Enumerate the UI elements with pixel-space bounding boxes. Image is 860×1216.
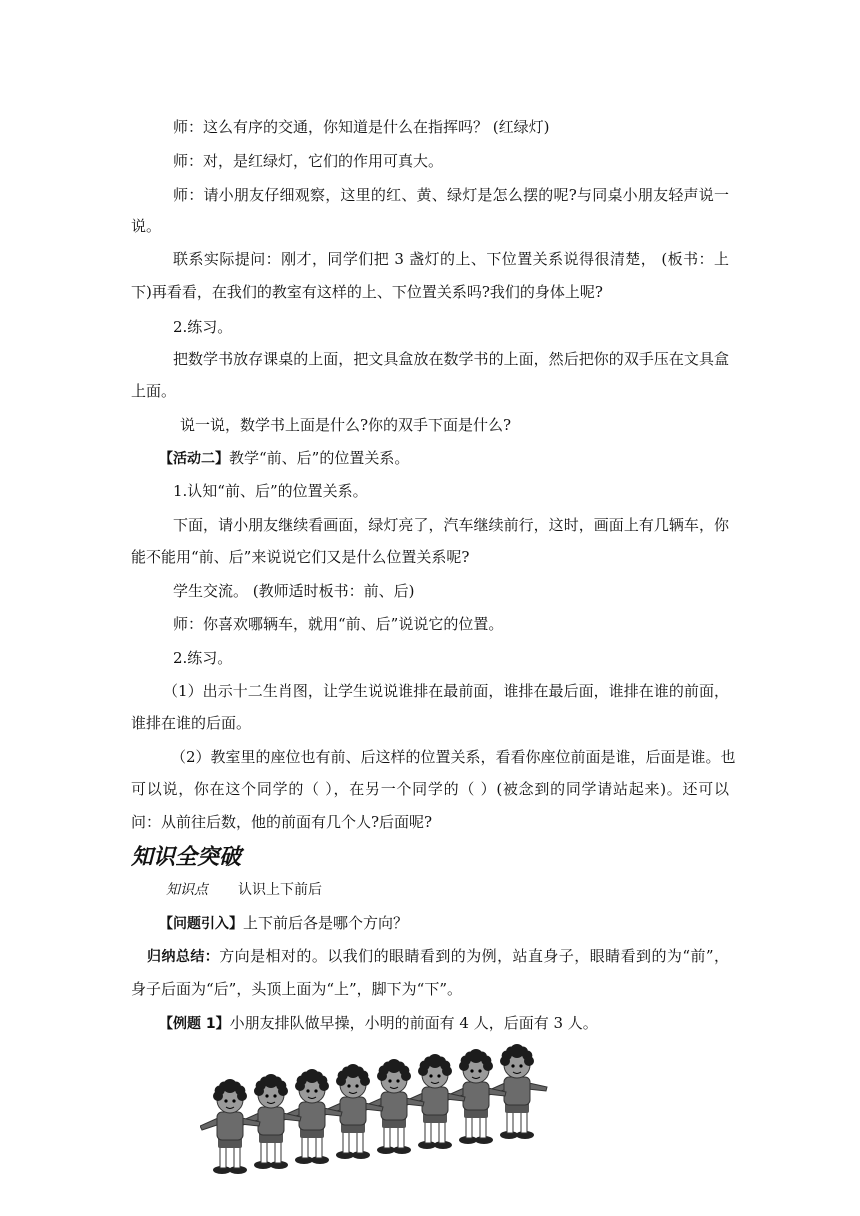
question-label: 【问题引入】 [159,916,243,932]
paragraph-line: 问：从前往后数，他的前面有几个人?后面呢? [131,813,433,831]
child-figure [200,1079,260,1174]
paragraph-line: 学生交流。 (教师适时板书：前、后) [173,582,415,600]
knowledge-point-label: 知识点 [166,882,208,898]
paragraph-line: （1）出示十二生肖图，让学生说说谁排在最前面，谁排在最后面，谁排在谁的前面， [163,682,729,700]
children-queue-illustration [200,1032,580,1182]
paragraph-line: 下)再看看，在我们的教室有这样的上、下位置关系吗?我们的身体上呢? [131,283,603,301]
paragraph-line: 能不能用“前、后”来说说它们又是什么位置关系呢? [131,548,470,566]
paragraph-line: 可以说，你在这个同学的（ ），在另一个同学的（ ）(被念到的同学请站起来)。还可以 [131,780,729,798]
activity-line [159,449,409,468]
paragraph-line: 师：这么有序的交通，你知道是什么在指挥吗？ (红绿灯) [173,118,550,136]
paragraph-line: 2.练习。 [173,649,233,667]
question-text: 上下前后各是哪个方向？ [243,914,409,932]
paragraph-line: 上面。 [131,382,177,400]
summary-text: 方向是相对的。以我们的眼睛看到的为例，站直身子，眼睛看到的为“前”， [219,947,730,965]
section-heading: 知识全突破 [131,845,242,870]
paragraph-line: 1.认知“前、后”的位置关系。 [173,482,368,500]
question-line [159,914,408,933]
paragraph-line: 师：对，是红绿灯，它们的作用可真大。 [173,152,444,170]
paragraph-line: 师：你喜欢哪辆车，就用“前、后”说说它的位置。 [173,615,504,633]
paragraph-line: 师：请小朋友仔细观察，这里的红、黄、绿灯是怎么摆的呢?与同桌小朋友轻声说一 [173,186,729,204]
knowledge-point-title: 认识上下前后 [238,882,322,898]
example-label: 【例题 1】 [159,1016,230,1032]
paragraph-line: 谁排在谁的后面。 [131,714,252,732]
paragraph-line: 下面，请小朋友继续看画面，绿灯亮了，汽车继续前行，这时，画面上有几辆车，你 [173,516,729,534]
summary-line [147,947,729,966]
example-text: 小朋友排队做早操，小明的前面有 4 人，后面有 3 人。 [229,1014,598,1032]
summary-label: 归纳总结： [147,949,220,965]
example-line [159,1014,598,1033]
activity-text: 教学“前、后”的位置关系。 [229,449,410,467]
paragraph-line: （2）教室里的座位也有前、后这样的位置关系，看看你座位前面是谁，后面是谁。也 [171,748,736,766]
paragraph-line: 说。 [131,217,162,235]
knowledge-point-line [166,880,322,899]
paragraph-line: 联系实际提问：刚才，同学们把 3 盏灯的上、下位置关系说得很清楚， (板书：上 [173,250,729,268]
paragraph-line: 说一说，数学书上面是什么?你的双手下面是什么? [180,416,512,434]
activity-label: 【活动二】 [159,451,229,467]
summary-line: 身子后面为“后”，头顶上面为“上”，脚下为“下”。 [131,980,463,998]
paragraph-line: 2.练习。 [173,318,233,336]
paragraph-line: 把数学书放存课桌的上面，把文具盒放在数学书的上面，然后把你的双手压在文具盒 [173,350,729,368]
